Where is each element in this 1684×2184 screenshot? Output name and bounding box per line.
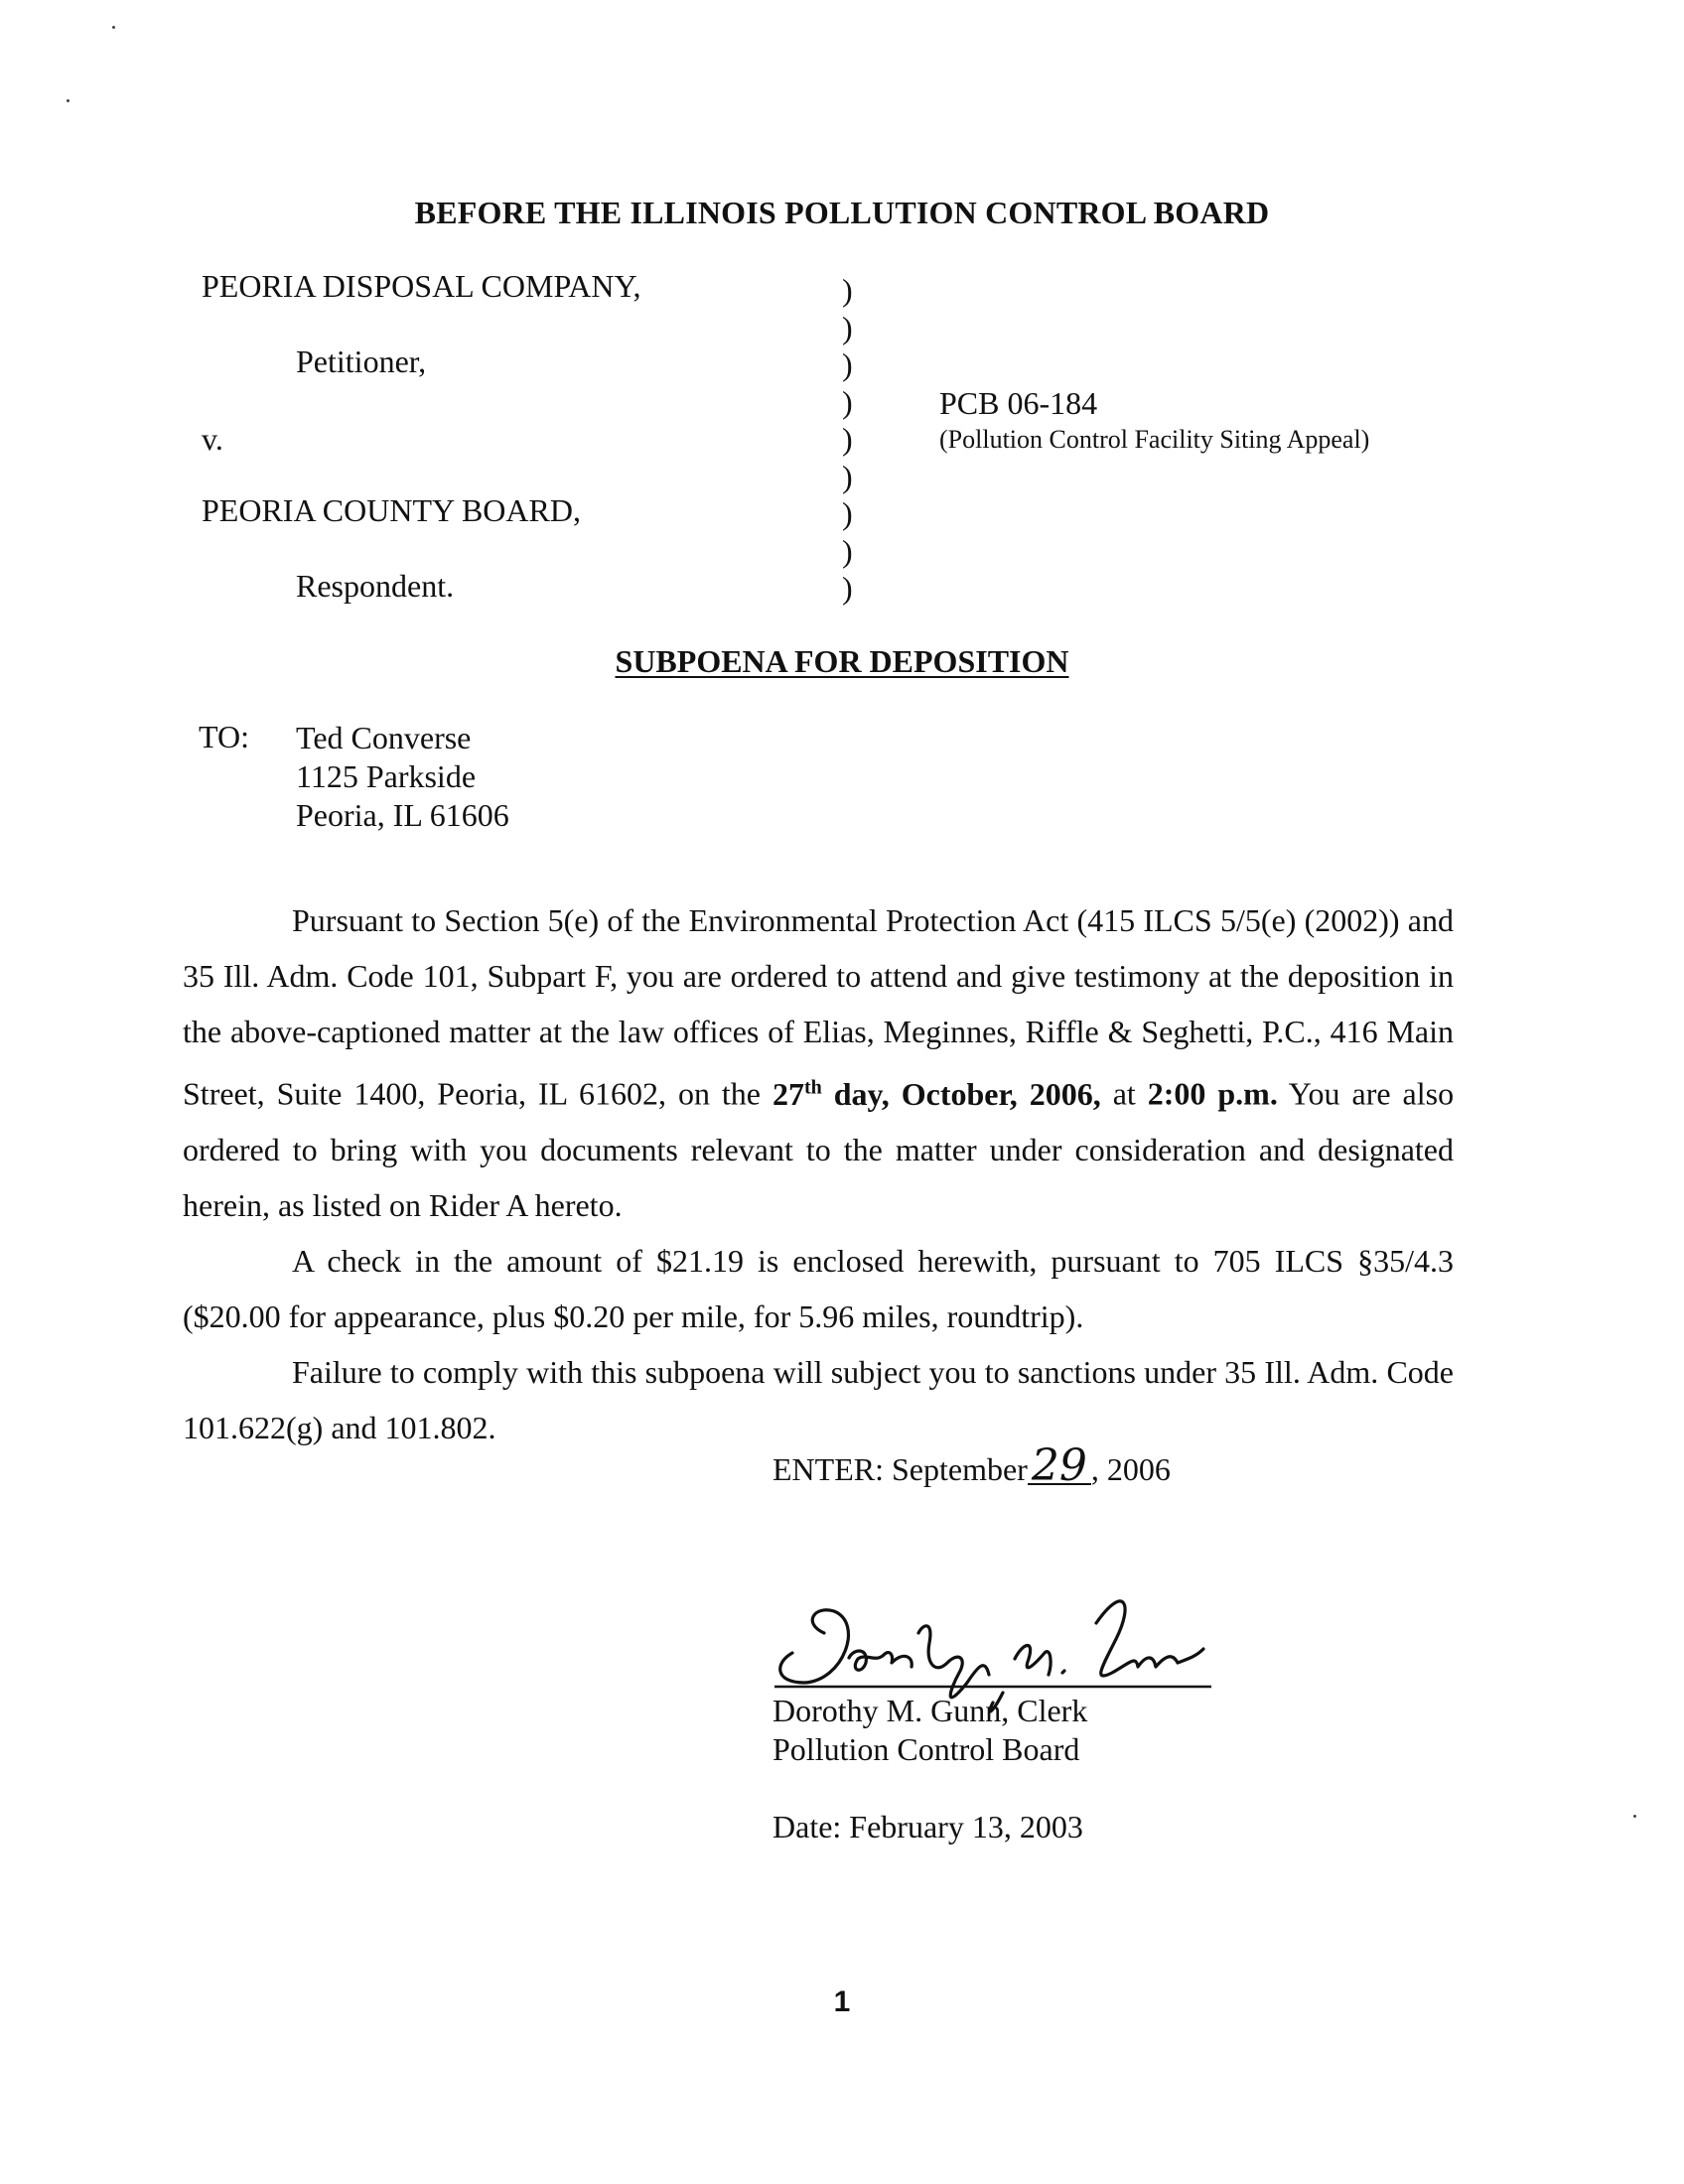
enter-day-handwritten: 29 <box>1028 1449 1091 1485</box>
scan-speck <box>112 26 115 29</box>
scan-speck <box>67 99 70 102</box>
paren: ) <box>842 421 853 457</box>
paragraph-order: Pursuant to Section 5(e) of the Environmental Protection Act (415 ILCS 5/5(e) (2002)) and 35 Ill. Adm. Code 101, Subpart F, you are ordered to attend and give testimony at the deposition in the above-captioned matter at the law offices of Elias, Meginnes, Riffle & Seghetti, P.C., 416 Main Street, Suite 1400, Peoria, IL 61602, on the 27th day, October, 2006, at 2:00 p.m. You are also ordered to bring with you documents relevant to the matter under consideration and designated herein, as listed on Rider A hereto. <box>183 902 1455 1223</box>
page-number: 1 <box>833 1985 851 2018</box>
paren: ) <box>842 570 853 606</box>
clerk-office: Pollution Control Board <box>772 1731 1080 1767</box>
body-text <box>183 892 1454 1455</box>
paren: ) <box>842 346 853 382</box>
case-type: (Pollution Control Facility Siting Appeal) <box>939 425 1370 454</box>
paragraph-sanctions: Failure to comply with this subpoena will subject you to sanctions under 35 Ill. Adm. Code 101.622(g) and 101.802. <box>183 1353 1454 1445</box>
petitioner-name: PEORIA DISPOSAL COMPANY, <box>202 268 641 304</box>
case-number: PCB 06-184 <box>939 385 1098 421</box>
paren: ) <box>842 309 853 345</box>
versus: v. <box>202 421 223 457</box>
respondent-name: PEORIA COUNTY BOARD, <box>202 492 581 528</box>
to-label: TO: <box>199 719 249 754</box>
enter-year: , 2006 <box>1090 1451 1171 1487</box>
paren: ) <box>842 532 853 569</box>
enter-label: ENTER: September <box>772 1451 1028 1487</box>
document-title-text: SUBPOENA FOR DEPOSITION <box>615 643 1069 679</box>
recipient-address <box>296 719 509 835</box>
scan-speck <box>1633 1815 1636 1818</box>
petitioner-role: Petitioner, <box>296 343 427 379</box>
paren: ) <box>842 495 853 531</box>
paren: ) <box>842 383 853 420</box>
paren: ) <box>842 458 853 494</box>
form-date: Date: February 13, 2003 <box>772 1809 1083 1844</box>
recipient-street: 1125 Parkside <box>296 758 477 794</box>
enter-line <box>772 1440 1171 1491</box>
caption-parentheses <box>842 272 853 608</box>
paren: ) <box>842 272 853 308</box>
clerk-name: Dorothy M. Gunn, Clerk <box>772 1693 1088 1728</box>
respondent-role: Respondent. <box>296 568 455 604</box>
board-title: BEFORE THE ILLINOIS POLLUTION CONTROL BOARD <box>414 195 1270 230</box>
recipient-city: Peoria, IL 61606 <box>296 797 509 833</box>
paragraph-check: A check in the amount of $21.19 is enclosed herewith, pursuant to 705 ILCS §35/4.3 ($20.00 for appearance, plus $0.20 per mile, for 5.96 miles, roundtrip). <box>183 1242 1454 1334</box>
document-title <box>0 643 1684 680</box>
recipient-name: Ted Converse <box>296 720 472 755</box>
